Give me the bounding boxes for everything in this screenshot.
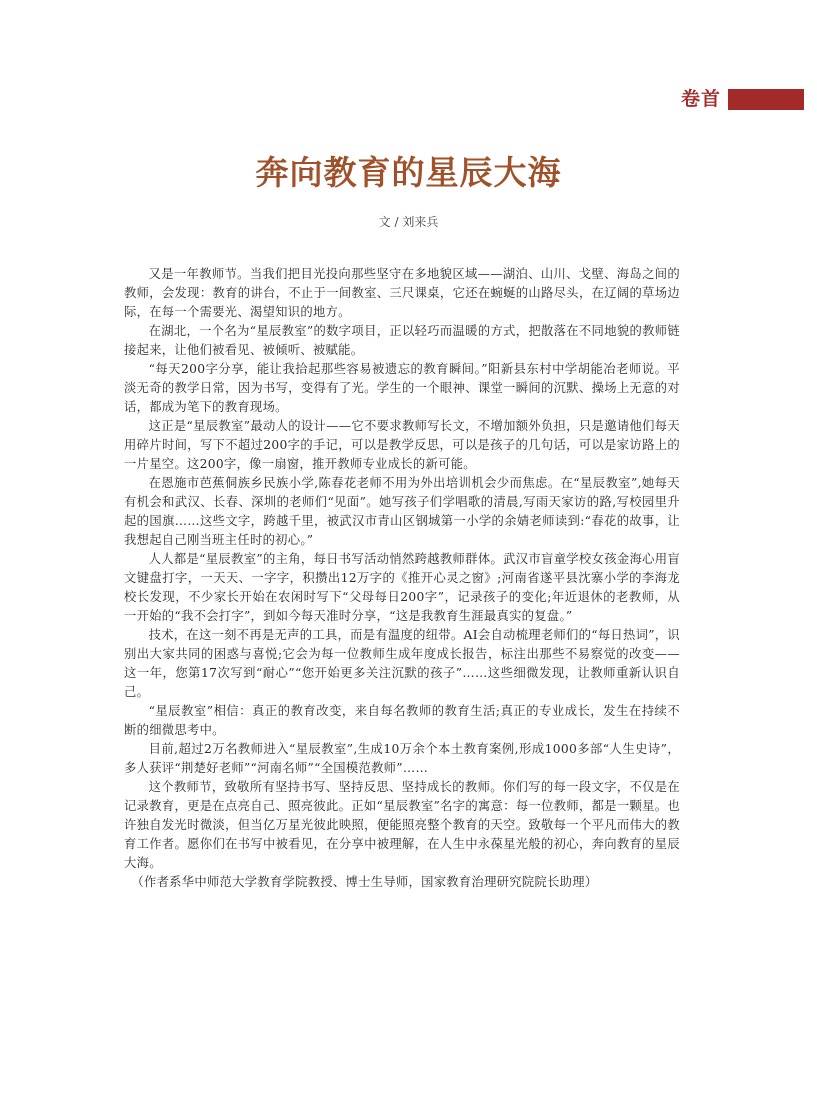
paragraph: 在恩施市芭蕉侗族乡民族小学,陈春花老师不用为外出培训机会少而焦虑。在“星辰教室”,她每天有机会和武汉、长春、深圳的老师们“见面”。她写孩子们学唱歌的清晨,写雨天家访的路,写校园里升起的国旗……这些文字，跨越千里，被武汉市青山区钢城第一小学的余婧老师读到:“春花的故事，让我想起自己刚当班主任时的初心。” — [124, 476, 680, 547]
paragraph: 技术，在这一刻不再是无声的工具，而是有温度的纽带。AI会自动梳理老师们的“每日热词”，识别出大家共同的困惑与喜悦;它会为每一位教师生成年度成长报告，标注出那些不易察觉的改变——这一年，您第17次写到“耐心”“您开始更多关注沉默的孩子”……这些细微发现，让教师重新认识自己。 — [124, 628, 680, 699]
paragraph: 又是一年教师节。当我们把目光投向那些坚守在多地貌区域——湖泊、山川、戈壁、海岛之间的教师，会发现：教育的讲台，不止于一间教室、三尺课桌，它还在蜿蜒的山路尽头，在辽阔的草场边际，在每一个需要光、渴望知识的地方。 — [124, 267, 680, 319]
article-title: 奔向教育的星辰大海 — [255, 153, 562, 192]
paragraph: “每天200字分享，能让我拾起那些容易被遗忘的教育瞬间。”阳新县东村中学胡能冶老师说。平淡无奇的教学日常，因为书写，变得有了光。学生的一个眼神、课堂一瞬间的沉默、操场上无意的对话，都成为笔下的教育现场。 — [124, 362, 680, 414]
section-tag-label: 卷首 — [681, 88, 722, 110]
author-note: （作者系华中师范大学教育学院教授、博士生导师，国家教育治理研究院院长助理） — [131, 875, 598, 889]
paragraph: 这正是“星辰教室”最动人的设计——它不要求教师写长文，不增加额外负担，只是邀请他们每天用碎片时间，写下不超过200字的手记，可以是教学反思，可以是孩子的几句话，可以是家访路上的一片星空。这200字，像一扇窗，推开教师专业成长的新可能。 — [124, 419, 680, 471]
paragraph: “星辰教室”相信：真正的教育改变，来自每名教师的教育生活;真正的专业成长，发生在持续不断的细微思考中。 — [124, 704, 680, 737]
paragraph: 这个教师节，致敬所有坚持书写、坚持反思、坚持成长的教师。你们写的每一段文字，不仅是在记录教育，更是在点亮自己、照亮彼此。正如“星辰教室”名字的寓意：每一位教师，都是一颗星。也许独自发光时微淡，但当亿万星光彼此映照，便能照亮整个教育的天空。致敬每一个平凡而伟大的教育工作者。愿你们在书写中被看见，在分享中被理解，在人生中永葆星光般的初心，奔向教育的星辰大海。 — [124, 780, 680, 870]
section-tag — [681, 88, 804, 110]
paragraph: 在湖北，一个名为“星辰教室”的数字项目，正以轻巧而温暖的方式，把散落在不同地貌的教师链接起来，让他们被看见、被倾听、被赋能。 — [124, 324, 680, 357]
section-tag-bar — [728, 89, 804, 110]
paragraph: 人人都是“星辰教室”的主角，每日书写活动悄然跨越教师群体。武汉市盲童学校女孩金海心用盲文键盘打字，一天天、一字字，积攒出12万字的《推开心灵之窗》;河南省遂平县沈寨小学的李海龙校长发现，不少家长开始在农闲时写下“父母每日200字”，记录孩子的变化;年近退休的老教师，从一开始的“我不会打字”，到如今每天准时分享，“这是我教育生涯最真实的复盘。” — [124, 552, 680, 623]
article-body — [124, 265, 680, 892]
paragraph: 目前,超过2万名教师进入“星辰教室”,生成10万余个本土教育案例,形成1000多部“人生史诗”，多人获评“荆楚好老师”“河南名师”“全国模范教师”…… — [124, 742, 680, 775]
article-byline: 文 / 刘来兵 — [378, 215, 439, 229]
